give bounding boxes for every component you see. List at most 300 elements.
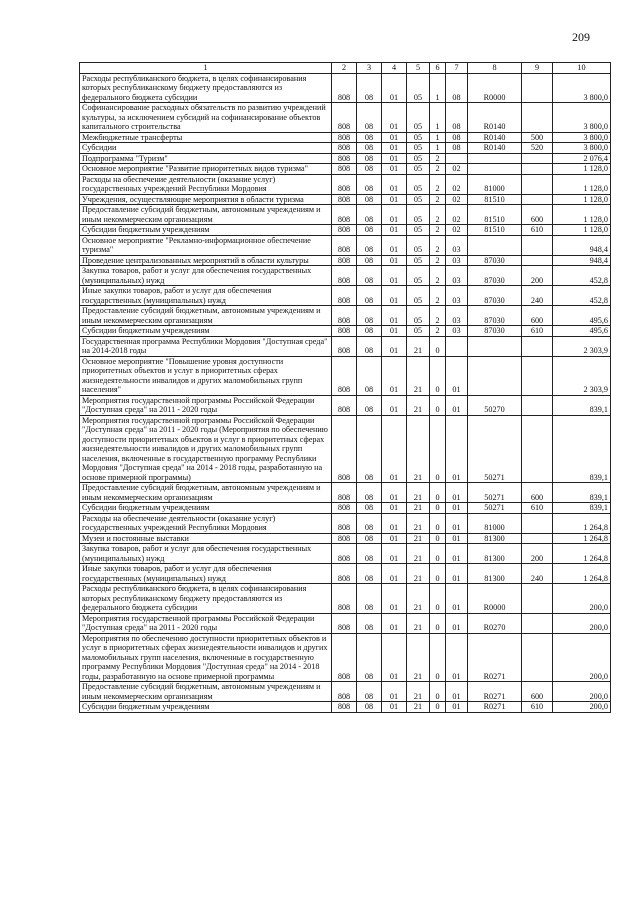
code-direction: 50271	[468, 503, 522, 514]
code-measure: 03	[446, 255, 468, 266]
code-subprogram: 0	[430, 702, 446, 713]
code-subprogram: 0	[430, 633, 446, 682]
code-program: 21	[407, 544, 430, 564]
amount: 1 128,0	[553, 174, 611, 194]
code-section: 08	[357, 174, 382, 194]
code-ministry: 808	[332, 153, 357, 164]
code-program: 21	[407, 356, 430, 395]
code-subsection: 01	[382, 395, 407, 415]
code-subsection: 01	[382, 326, 407, 337]
code-expense-type: 610	[522, 503, 553, 514]
code-measure: 01	[446, 503, 468, 514]
code-program: 21	[407, 702, 430, 713]
amount: 3 800,0	[553, 143, 611, 154]
code-program: 05	[407, 143, 430, 154]
code-subprogram: 0	[430, 356, 446, 395]
code-ministry: 808	[332, 613, 357, 633]
row-description: Расходы республиканского бюджета, в целях софинансирования которых республиканскому бюджету предоставляются из федерального бюджета субсидии	[80, 73, 332, 103]
code-expense-type	[522, 164, 553, 175]
code-subprogram: 2	[430, 174, 446, 194]
column-header: 8	[468, 63, 522, 74]
column-header: 4	[382, 63, 407, 74]
code-ministry: 808	[332, 174, 357, 194]
code-ministry: 808	[332, 225, 357, 236]
code-subprogram: 0	[430, 682, 446, 702]
code-subprogram: 2	[430, 266, 446, 286]
code-subsection: 01	[382, 286, 407, 306]
code-ministry: 808	[332, 255, 357, 266]
amount: 452,8	[553, 286, 611, 306]
code-direction	[468, 164, 522, 175]
code-subprogram: 0	[430, 336, 446, 356]
code-expense-type	[522, 533, 553, 544]
code-ministry: 808	[332, 194, 357, 205]
code-measure: 02	[446, 174, 468, 194]
code-subprogram: 0	[430, 395, 446, 415]
code-ministry: 808	[332, 415, 357, 483]
code-direction	[468, 235, 522, 255]
code-measure: 08	[446, 103, 468, 133]
amount: 452,8	[553, 266, 611, 286]
code-subprogram: 1	[430, 73, 446, 103]
amount: 200,0	[553, 613, 611, 633]
amount: 1 264,8	[553, 513, 611, 533]
code-program: 21	[407, 633, 430, 682]
code-program: 05	[407, 266, 430, 286]
row-description: Закупка товаров, работ и услуг для обеспечения государственных (муниципальных) нужд	[80, 544, 332, 564]
code-ministry: 808	[332, 702, 357, 713]
amount: 200,0	[553, 584, 611, 614]
table-row	[80, 235, 611, 255]
code-direction: R0270	[468, 613, 522, 633]
code-subsection: 01	[382, 266, 407, 286]
code-program: 05	[407, 153, 430, 164]
code-subsection: 01	[382, 415, 407, 483]
column-header: 2	[332, 63, 357, 74]
row-description: Предоставление субсидий бюджетным, автономным учреждениям и иным некоммерческим организациям	[80, 205, 332, 225]
code-program: 21	[407, 613, 430, 633]
code-measure: 01	[446, 564, 468, 584]
code-ministry: 808	[332, 164, 357, 175]
code-measure: 03	[446, 266, 468, 286]
code-subprogram: 1	[430, 103, 446, 133]
code-program: 05	[407, 235, 430, 255]
code-subsection: 01	[382, 164, 407, 175]
code-expense-type	[522, 415, 553, 483]
code-direction: 81300	[468, 533, 522, 544]
code-program: 21	[407, 336, 430, 356]
code-ministry: 808	[332, 306, 357, 326]
table-row	[80, 103, 611, 133]
code-measure: 02	[446, 194, 468, 205]
amount: 839,1	[553, 503, 611, 514]
code-measure: 03	[446, 306, 468, 326]
code-subsection: 01	[382, 584, 407, 614]
table-row	[80, 143, 611, 154]
code-subprogram: 2	[430, 326, 446, 337]
table-row	[80, 336, 611, 356]
code-measure: 01	[446, 513, 468, 533]
row-description: Субсидии бюджетным учреждениям	[80, 702, 332, 713]
code-expense-type	[522, 395, 553, 415]
row-description: Мероприятия государственной программы Российской Федерации "Доступная среда" на 2011 - 2020 годы	[80, 395, 332, 415]
code-subsection: 01	[382, 682, 407, 702]
code-ministry: 808	[332, 326, 357, 337]
code-ministry: 808	[332, 132, 357, 143]
amount: 3 800,0	[553, 103, 611, 133]
code-measure: 02	[446, 225, 468, 236]
code-program: 21	[407, 564, 430, 584]
code-subprogram: 2	[430, 164, 446, 175]
code-ministry: 808	[332, 564, 357, 584]
code-subsection: 01	[382, 564, 407, 584]
code-expense-type: 200	[522, 544, 553, 564]
code-subsection: 01	[382, 356, 407, 395]
code-direction: 81300	[468, 564, 522, 584]
code-section: 08	[357, 132, 382, 143]
code-program: 21	[407, 533, 430, 544]
code-measure: 01	[446, 356, 468, 395]
code-direction: R0140	[468, 143, 522, 154]
table-row	[80, 702, 611, 713]
amount: 2 303,9	[553, 336, 611, 356]
code-section: 08	[357, 143, 382, 154]
column-header: 7	[446, 63, 468, 74]
code-direction: 81000	[468, 174, 522, 194]
code-subsection: 01	[382, 633, 407, 682]
code-section: 08	[357, 153, 382, 164]
code-program: 05	[407, 73, 430, 103]
table-row	[80, 682, 611, 702]
code-measure: 01	[446, 633, 468, 682]
code-expense-type	[522, 633, 553, 682]
amount: 948,4	[553, 255, 611, 266]
code-section: 08	[357, 356, 382, 395]
table-row	[80, 326, 611, 337]
code-subprogram: 2	[430, 194, 446, 205]
row-description: Субсидии бюджетным учреждениям	[80, 503, 332, 514]
code-subprogram: 0	[430, 613, 446, 633]
code-section: 08	[357, 286, 382, 306]
code-program: 05	[407, 174, 430, 194]
code-expense-type	[522, 584, 553, 614]
row-description: Основное мероприятие "Рекламно-информационное обеспечение туризма"	[80, 235, 332, 255]
budget-table	[79, 62, 611, 713]
table-row	[80, 356, 611, 395]
code-ministry: 808	[332, 544, 357, 564]
code-section: 08	[357, 483, 382, 503]
code-measure: 01	[446, 544, 468, 564]
code-section: 08	[357, 194, 382, 205]
code-section: 08	[357, 564, 382, 584]
amount: 200,0	[553, 702, 611, 713]
code-subsection: 01	[382, 225, 407, 236]
code-measure: 02	[446, 164, 468, 175]
amount: 839,1	[553, 415, 611, 483]
code-direction: 87030	[468, 286, 522, 306]
code-section: 08	[357, 266, 382, 286]
amount: 1 264,8	[553, 533, 611, 544]
code-program: 21	[407, 584, 430, 614]
row-description: Закупка товаров, работ и услуг для обеспечения государственных (муниципальных) нужд	[80, 266, 332, 286]
code-section: 08	[357, 584, 382, 614]
code-direction: R0140	[468, 103, 522, 133]
code-direction	[468, 356, 522, 395]
table-row	[80, 483, 611, 503]
amount: 3 800,0	[553, 73, 611, 103]
code-subsection: 01	[382, 503, 407, 514]
amount: 2 076,4	[553, 153, 611, 164]
amount: 200,0	[553, 682, 611, 702]
code-direction: 81510	[468, 225, 522, 236]
code-subsection: 01	[382, 483, 407, 503]
code-subsection: 01	[382, 533, 407, 544]
code-subsection: 01	[382, 205, 407, 225]
code-ministry: 808	[332, 235, 357, 255]
table-row	[80, 205, 611, 225]
code-subsection: 01	[382, 73, 407, 103]
code-subprogram: 2	[430, 153, 446, 164]
code-measure	[446, 336, 468, 356]
row-description: Проведение централизованных мероприятий в области культуры	[80, 255, 332, 266]
code-measure: 08	[446, 143, 468, 154]
code-subsection: 01	[382, 132, 407, 143]
code-direction: 87030	[468, 326, 522, 337]
code-ministry: 808	[332, 633, 357, 682]
code-subprogram: 0	[430, 544, 446, 564]
table-row	[80, 395, 611, 415]
code-expense-type: 600	[522, 205, 553, 225]
amount: 2 303,9	[553, 356, 611, 395]
code-direction: R0140	[468, 132, 522, 143]
code-section: 08	[357, 73, 382, 103]
code-expense-type: 600	[522, 483, 553, 503]
code-expense-type: 600	[522, 306, 553, 326]
table-header-row	[80, 63, 611, 74]
code-section: 08	[357, 415, 382, 483]
code-subprogram: 2	[430, 205, 446, 225]
table-row	[80, 266, 611, 286]
code-ministry: 808	[332, 395, 357, 415]
row-description: Государственная программа Республики Мордовия "Доступная среда" на 2014-2018 годы	[80, 336, 332, 356]
amount: 1 128,0	[553, 194, 611, 205]
code-section: 08	[357, 533, 382, 544]
row-description: Расходы на обеспечение деятельности (оказание услуг) государственных учреждений Республики Мордовия	[80, 174, 332, 194]
code-direction: 87030	[468, 266, 522, 286]
code-direction: R0271	[468, 633, 522, 682]
code-direction: 87030	[468, 306, 522, 326]
code-measure: 01	[446, 584, 468, 614]
code-expense-type: 610	[522, 225, 553, 236]
table-row	[80, 564, 611, 584]
code-program: 05	[407, 286, 430, 306]
code-section: 08	[357, 544, 382, 564]
code-ministry: 808	[332, 336, 357, 356]
code-section: 08	[357, 613, 382, 633]
code-expense-type	[522, 255, 553, 266]
amount: 1 264,8	[553, 544, 611, 564]
row-description: Софинансирование расходных обязательств по развитию учреждений культуры, за исключением субсидий на софинансирование объектов капитального строительства	[80, 103, 332, 133]
amount: 1 128,0	[553, 205, 611, 225]
code-section: 08	[357, 503, 382, 514]
code-ministry: 808	[332, 503, 357, 514]
code-program: 21	[407, 415, 430, 483]
code-ministry: 808	[332, 266, 357, 286]
code-ministry: 808	[332, 483, 357, 503]
row-description: Субсидии	[80, 143, 332, 154]
code-direction: R0271	[468, 682, 522, 702]
code-subprogram: 0	[430, 564, 446, 584]
code-subsection: 01	[382, 306, 407, 326]
code-program: 21	[407, 483, 430, 503]
code-subsection: 01	[382, 336, 407, 356]
code-expense-type	[522, 613, 553, 633]
code-measure: 01	[446, 702, 468, 713]
table-row	[80, 613, 611, 633]
code-measure: 03	[446, 286, 468, 306]
row-description: Учреждения, осуществляющие мероприятия в области туризма	[80, 194, 332, 205]
row-description: Основное мероприятие "Повышение уровня доступности приоритетных объектов и услуг в приоритетных сферах жизнедеятельности инвалидов и других маломобильных групп населения"	[80, 356, 332, 395]
code-program: 21	[407, 395, 430, 415]
code-subprogram: 2	[430, 225, 446, 236]
table-row	[80, 153, 611, 164]
code-subprogram: 0	[430, 483, 446, 503]
code-expense-type: 240	[522, 564, 553, 584]
table-row	[80, 73, 611, 103]
row-description: Подпрограмма "Туризм"	[80, 153, 332, 164]
code-expense-type: 610	[522, 702, 553, 713]
amount: 1 264,8	[553, 564, 611, 584]
row-description: Мероприятия по обеспечению доступности приоритетных объектов и услуг в приоритетных сферах жизнедеятельности инвалидов и других маломобильных групп населения, включенные в государственную программу Республики Мордовия "Доступная среда" на 2014 - 2018 годы, разработанную на основе примерной программы	[80, 633, 332, 682]
table-row	[80, 255, 611, 266]
table-row	[80, 174, 611, 194]
code-section: 08	[357, 164, 382, 175]
code-subprogram: 1	[430, 132, 446, 143]
code-direction	[468, 153, 522, 164]
table-row	[80, 513, 611, 533]
code-subprogram: 2	[430, 286, 446, 306]
amount: 1 128,0	[553, 225, 611, 236]
code-program: 21	[407, 503, 430, 514]
code-section: 08	[357, 255, 382, 266]
code-section: 08	[357, 306, 382, 326]
column-header: 10	[553, 63, 611, 74]
code-subprogram: 0	[430, 513, 446, 533]
table-row	[80, 544, 611, 564]
row-description: Музеи и постоянные выставки	[80, 533, 332, 544]
code-subsection: 01	[382, 235, 407, 255]
code-subsection: 01	[382, 143, 407, 154]
code-expense-type: 200	[522, 266, 553, 286]
row-description: Мероприятия государственной программы Российской Федерации "Доступная среда" на 2011 - 2020 годы	[80, 613, 332, 633]
column-header: 3	[357, 63, 382, 74]
code-subsection: 01	[382, 194, 407, 205]
code-measure: 01	[446, 613, 468, 633]
row-description: Предоставление субсидий бюджетным, автономным учреждениям и иным некоммерческим организациям	[80, 306, 332, 326]
code-program: 05	[407, 255, 430, 266]
code-ministry: 808	[332, 103, 357, 133]
amount: 948,4	[553, 235, 611, 255]
code-subprogram: 2	[430, 235, 446, 255]
row-description: Межбюджетные трансферты	[80, 132, 332, 143]
code-ministry: 808	[332, 356, 357, 395]
code-expense-type	[522, 235, 553, 255]
table-row	[80, 633, 611, 682]
code-expense-type	[522, 513, 553, 533]
code-section: 08	[357, 633, 382, 682]
table-row	[80, 286, 611, 306]
code-section: 08	[357, 103, 382, 133]
column-header: 9	[522, 63, 553, 74]
amount: 495,6	[553, 306, 611, 326]
code-section: 08	[357, 682, 382, 702]
row-description: Иные закупки товаров, работ и услуг для обеспечения государственных (муниципальных) нужд	[80, 564, 332, 584]
code-expense-type	[522, 336, 553, 356]
code-expense-type	[522, 153, 553, 164]
code-program: 05	[407, 194, 430, 205]
row-description: Иные закупки товаров, работ и услуг для обеспечения государственных (муниципальных) нужд	[80, 286, 332, 306]
code-ministry: 808	[332, 584, 357, 614]
code-ministry: 808	[332, 513, 357, 533]
code-section: 08	[357, 336, 382, 356]
table-row	[80, 503, 611, 514]
code-subsection: 01	[382, 255, 407, 266]
column-header: 6	[430, 63, 446, 74]
code-expense-type: 600	[522, 682, 553, 702]
code-subsection: 01	[382, 153, 407, 164]
code-section: 08	[357, 205, 382, 225]
code-expense-type: 500	[522, 132, 553, 143]
code-subsection: 01	[382, 174, 407, 194]
code-measure: 01	[446, 533, 468, 544]
table-row	[80, 132, 611, 143]
table-row	[80, 194, 611, 205]
row-description: Расходы республиканского бюджета, в целях софинансирования которых республиканскому бюджету предоставляются из федерального бюджета субсидии	[80, 584, 332, 614]
table-row	[80, 225, 611, 236]
amount: 1 128,0	[553, 164, 611, 175]
code-ministry: 808	[332, 205, 357, 225]
code-direction: 81300	[468, 544, 522, 564]
code-program: 05	[407, 132, 430, 143]
code-measure	[446, 153, 468, 164]
code-measure: 03	[446, 326, 468, 337]
page-number: 209	[572, 30, 590, 44]
code-program: 05	[407, 306, 430, 326]
code-subsection: 01	[382, 702, 407, 713]
code-section: 08	[357, 702, 382, 713]
column-header: 5	[407, 63, 430, 74]
code-direction: 81510	[468, 194, 522, 205]
code-measure: 01	[446, 483, 468, 503]
code-ministry: 808	[332, 286, 357, 306]
code-section: 08	[357, 235, 382, 255]
code-measure: 03	[446, 235, 468, 255]
code-subsection: 01	[382, 544, 407, 564]
code-subprogram: 0	[430, 415, 446, 483]
code-program: 05	[407, 326, 430, 337]
table-row	[80, 164, 611, 175]
code-subprogram: 0	[430, 584, 446, 614]
amount: 3 800,0	[553, 132, 611, 143]
code-subsection: 01	[382, 613, 407, 633]
code-section: 08	[357, 395, 382, 415]
row-description: Расходы на обеспечение деятельности (оказание услуг) государственных учреждений Республики Мордовия	[80, 513, 332, 533]
table-row	[80, 306, 611, 326]
code-direction: R0000	[468, 73, 522, 103]
code-measure: 02	[446, 205, 468, 225]
code-expense-type	[522, 194, 553, 205]
code-subsection: 01	[382, 513, 407, 533]
